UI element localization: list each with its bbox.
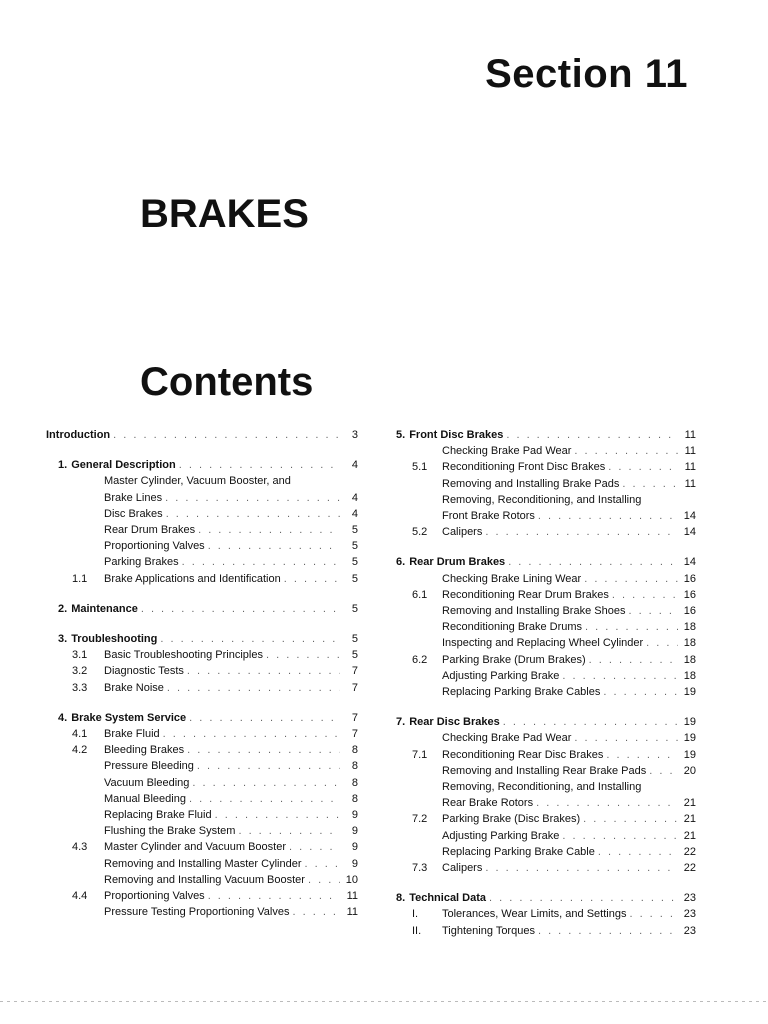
toc-page-number: 11 bbox=[684, 477, 696, 490]
toc-leader-dots bbox=[166, 506, 340, 522]
toc-entry-label: Basic Troubleshooting Principles bbox=[104, 649, 263, 662]
toc-entry[interactable] bbox=[46, 554, 358, 570]
toc-entry-label: Front Disc Brakes bbox=[409, 429, 504, 441]
toc-entry[interactable] bbox=[46, 522, 358, 538]
toc-page-number: 23 bbox=[683, 924, 696, 937]
toc-entry-number: 4.3 bbox=[72, 841, 88, 854]
toc-section-heading[interactable] bbox=[396, 427, 696, 443]
toc-page-number: 19 bbox=[683, 748, 696, 761]
toc-leader-dots bbox=[189, 791, 340, 807]
toc-page-number: 16 bbox=[683, 572, 696, 585]
toc-entry-label: Front Brake Rotors bbox=[442, 510, 535, 523]
toc-leader-dots bbox=[208, 888, 340, 904]
toc-entry[interactable] bbox=[396, 492, 696, 508]
toc-entry-label: Disc Brakes bbox=[104, 507, 163, 520]
toc-entry-label: Troubleshooting bbox=[71, 633, 158, 646]
toc-leader-dots bbox=[562, 828, 678, 844]
toc-entry-number: 4. bbox=[58, 711, 68, 724]
toc-entry-number: 3.2 bbox=[72, 665, 88, 678]
toc-leader-dots bbox=[238, 823, 340, 839]
toc-entry-number: 1.1 bbox=[72, 572, 88, 585]
toc-entry[interactable] bbox=[396, 587, 696, 603]
toc-leader-dots bbox=[489, 890, 678, 906]
toc-leader-dots bbox=[622, 476, 678, 492]
toc-entry-number: 8. bbox=[396, 892, 406, 905]
toc-spacer bbox=[46, 617, 358, 631]
toc-leader-dots bbox=[574, 730, 678, 746]
toc-leader-dots bbox=[598, 844, 678, 860]
toc-entry[interactable] bbox=[46, 742, 358, 758]
toc-page-number: 9 bbox=[351, 809, 358, 822]
toc-entry-label: Parking Brakes bbox=[104, 556, 179, 569]
toc-entry-label: Inspecting and Replacing Wheel Cylinder bbox=[442, 637, 644, 650]
toc-page-number: 11 bbox=[346, 890, 358, 903]
toc-entry-number: 1. bbox=[58, 459, 68, 472]
toc-leader-dots bbox=[612, 587, 678, 603]
toc-entry[interactable] bbox=[46, 807, 358, 823]
toc-entry[interactable] bbox=[396, 779, 696, 795]
toc-entry-number: 4.1 bbox=[72, 728, 88, 741]
toc-entry[interactable] bbox=[396, 923, 696, 939]
toc-entry-label: Diagnostic Tests bbox=[104, 665, 184, 678]
toc-entry-label: Checking Brake Pad Wear bbox=[442, 445, 572, 458]
toc-entry[interactable] bbox=[46, 839, 358, 855]
toc-page-number: 16 bbox=[683, 588, 696, 601]
toc-page-number: 11 bbox=[684, 429, 696, 441]
toc-leader-dots bbox=[608, 459, 678, 475]
toc-page-number: 5 bbox=[351, 540, 358, 553]
toc-page-number: 23 bbox=[683, 892, 696, 905]
toc-page-number: 9 bbox=[351, 857, 358, 870]
toc-leader-dots bbox=[508, 554, 678, 570]
toc-leader-dots bbox=[603, 684, 678, 700]
toc-entry-number: 5.1 bbox=[412, 461, 428, 474]
toc-entry[interactable] bbox=[396, 459, 696, 475]
toc-entry-label: Adjusting Parking Brake bbox=[442, 669, 560, 682]
toc-entry-label: Proportioning Valves bbox=[104, 890, 205, 903]
toc-page-number: 9 bbox=[351, 825, 358, 838]
toc-page-number: 4 bbox=[351, 459, 358, 472]
toc-entry-label: Removing and Installing Brake Shoes bbox=[442, 605, 626, 618]
toc-entry-label: Vacuum Bleeding bbox=[104, 776, 190, 789]
toc-leader-dots bbox=[141, 601, 340, 617]
toc-entry[interactable] bbox=[46, 872, 358, 888]
toc-leader-dots bbox=[266, 647, 340, 663]
toc-entry[interactable] bbox=[396, 603, 696, 619]
toc-spacer bbox=[396, 540, 696, 554]
toc-entry-label: Checking Brake Pad Wear bbox=[442, 732, 572, 745]
toc-leader-dots bbox=[187, 663, 340, 679]
toc-entry[interactable] bbox=[396, 443, 696, 459]
toc-entry-label: Pressure Bleeding bbox=[104, 760, 194, 773]
toc-leader-dots bbox=[167, 680, 340, 696]
toc-leader-dots bbox=[646, 635, 678, 651]
toc-page-number: 14 bbox=[683, 526, 696, 539]
toc-leader-dots bbox=[628, 603, 678, 619]
toc-entry[interactable] bbox=[46, 823, 358, 839]
toc-page-number: 18 bbox=[683, 621, 696, 634]
toc-entry[interactable] bbox=[396, 619, 696, 635]
toc-section-heading[interactable] bbox=[396, 714, 696, 730]
toc-entry[interactable] bbox=[46, 791, 358, 807]
toc-entry-number: 6.2 bbox=[412, 653, 428, 666]
toc-entry[interactable] bbox=[396, 684, 696, 700]
toc-leader-dots bbox=[292, 904, 340, 920]
toc-leader-dots bbox=[589, 652, 678, 668]
toc-page-number: 4 bbox=[351, 507, 358, 520]
toc-leader-dots bbox=[163, 726, 340, 742]
toc-entry[interactable] bbox=[46, 473, 358, 489]
toc-entry[interactable] bbox=[46, 888, 358, 904]
toc-entry[interactable] bbox=[46, 758, 358, 774]
toc-entry-label: Removing and Installing Vacuum Booster bbox=[104, 873, 305, 886]
toc-leader-dots bbox=[606, 747, 678, 763]
toc-entry-number: 6. bbox=[396, 556, 406, 569]
toc-page-number: 8 bbox=[351, 792, 358, 805]
toc-entry-label: Bleeding Brakes bbox=[104, 744, 185, 757]
toc-page-number: 18 bbox=[683, 669, 696, 682]
toc-entry-label: Rear Disc Brakes bbox=[409, 716, 500, 729]
toc-leader-dots bbox=[485, 860, 678, 876]
toc-entry[interactable] bbox=[396, 795, 696, 811]
toc-entry[interactable] bbox=[396, 508, 696, 524]
toc-spacer bbox=[396, 876, 696, 890]
toc-section-heading[interactable] bbox=[46, 631, 358, 647]
toc-entry-label: Brake System Service bbox=[71, 711, 187, 724]
toc-entry-number: 7.2 bbox=[412, 813, 428, 826]
toc-leader-dots bbox=[562, 668, 678, 684]
toc-entry[interactable] bbox=[396, 763, 696, 779]
toc-entry[interactable] bbox=[46, 775, 358, 791]
toc-page-number: 5 bbox=[351, 633, 358, 646]
toc-entry[interactable] bbox=[396, 571, 696, 587]
toc-entry[interactable] bbox=[46, 647, 358, 663]
toc-leader-dots bbox=[506, 427, 678, 443]
toc-entry-number: II. bbox=[412, 924, 422, 937]
toc-entry[interactable] bbox=[46, 663, 358, 679]
toc-entry-label: Removing and Installing Rear Brake Pads bbox=[442, 764, 647, 777]
toc-entry-number: 3.1 bbox=[72, 649, 88, 662]
section-number: Section 11 bbox=[485, 52, 688, 96]
toc-entry[interactable] bbox=[396, 828, 696, 844]
toc-page-number: 22 bbox=[683, 845, 696, 858]
toc-spacer bbox=[396, 700, 696, 714]
toc-entry-number: 5.2 bbox=[412, 526, 428, 539]
toc-entry-label: Tightening Torques bbox=[442, 924, 535, 937]
toc-entry[interactable] bbox=[396, 844, 696, 860]
toc-page-number: 18 bbox=[683, 637, 696, 650]
toc-leader-dots bbox=[187, 742, 340, 758]
toc-leader-dots bbox=[215, 807, 340, 823]
toc-right-column bbox=[396, 427, 696, 939]
toc-entry-label: Replacing Brake Fluid bbox=[104, 809, 212, 822]
toc-page-number: 3 bbox=[351, 429, 358, 441]
toc-entry-label: Calipers bbox=[442, 862, 483, 875]
toc-entry-label: Removing, Reconditioning, and Installing bbox=[442, 781, 642, 794]
toc-entry-label: Master Cylinder and Vacuum Booster bbox=[104, 841, 286, 854]
toc-entry-label: Parking Brake (Disc Brakes) bbox=[442, 813, 581, 826]
toc-entry[interactable] bbox=[46, 490, 358, 506]
toc-entry-label: Replacing Parking Brake Cable bbox=[442, 845, 595, 858]
toc-entry-label: Introduction bbox=[46, 429, 111, 441]
toc-page-number: 5 bbox=[351, 649, 358, 662]
toc-entry-label: Proportioning Valves bbox=[104, 540, 205, 553]
toc-page-number: 19 bbox=[683, 732, 696, 745]
toc-section-heading[interactable] bbox=[46, 457, 358, 473]
toc-page-number: 19 bbox=[683, 716, 696, 729]
toc-entry-number: 7. bbox=[396, 716, 406, 729]
toc-leader-dots bbox=[584, 571, 678, 587]
toc-spacer bbox=[46, 443, 358, 457]
toc-page-number: 16 bbox=[683, 605, 696, 618]
toc-entry[interactable] bbox=[46, 726, 358, 742]
toc-section-heading[interactable] bbox=[396, 890, 696, 906]
toc-entry-label: Technical Data bbox=[409, 892, 487, 905]
toc-entry[interactable] bbox=[396, 652, 696, 668]
toc-entry-label: Reconditioning Front Disc Brakes bbox=[442, 461, 606, 474]
toc-leader-dots bbox=[308, 872, 340, 888]
toc-entry[interactable] bbox=[396, 635, 696, 651]
toc-leader-dots bbox=[538, 923, 678, 939]
toc-entry[interactable] bbox=[46, 506, 358, 522]
toc-page-number: 23 bbox=[683, 908, 696, 921]
toc-entry-label: Pressure Testing Proportioning Valves bbox=[104, 906, 290, 919]
toc-entry-label: Tolerances, Wear Limits, and Settings bbox=[442, 908, 627, 921]
toc-entry-label: Reconditioning Rear Disc Brakes bbox=[442, 748, 604, 761]
toc-page-number: 21 bbox=[683, 813, 696, 826]
toc-entry[interactable] bbox=[396, 811, 696, 827]
toc-spacer bbox=[46, 587, 358, 601]
toc-leader-dots bbox=[160, 631, 340, 647]
toc-leader-dots bbox=[208, 538, 340, 554]
toc-entry-label: Reconditioning Brake Drums bbox=[442, 621, 583, 634]
toc-page-number: 19 bbox=[683, 686, 696, 699]
toc-entry[interactable] bbox=[46, 904, 358, 920]
toc-leader-dots bbox=[536, 795, 678, 811]
toc-page-number: 8 bbox=[351, 760, 358, 773]
contents-heading: Contents bbox=[140, 360, 314, 404]
toc-entry-label: Brake Applications and Identification bbox=[104, 572, 281, 585]
toc-leader-dots bbox=[503, 714, 678, 730]
toc-entry-number: 4.4 bbox=[72, 890, 88, 903]
toc-leader-dots bbox=[113, 427, 340, 443]
toc-entry-number: 7.3 bbox=[412, 862, 428, 875]
toc-page-number: 21 bbox=[683, 829, 696, 842]
toc-entry-label: Removing and Installing Master Cylinder bbox=[104, 857, 302, 870]
toc-leader-dots bbox=[629, 906, 678, 922]
toc-entry[interactable] bbox=[46, 571, 358, 587]
toc-entry[interactable] bbox=[46, 680, 358, 696]
toc-entry-number: 3. bbox=[58, 633, 68, 646]
toc-entry-number: 3.3 bbox=[72, 681, 88, 694]
toc-entry-label: Parking Brake (Drum Brakes) bbox=[442, 653, 586, 666]
toc-section-heading[interactable] bbox=[396, 554, 696, 570]
toc-entry[interactable] bbox=[396, 476, 696, 492]
toc-page-number: 11 bbox=[684, 461, 696, 474]
toc-leader-dots bbox=[304, 856, 340, 872]
toc-page-number: 18 bbox=[683, 653, 696, 666]
toc-entry-label: Rear Drum Brakes bbox=[104, 524, 196, 537]
toc-leader-dots bbox=[649, 763, 678, 779]
toc-leader-dots bbox=[485, 524, 678, 540]
toc-leader-dots bbox=[574, 443, 678, 459]
toc-entry[interactable] bbox=[396, 668, 696, 684]
toc-entry-label: Calipers bbox=[442, 526, 483, 539]
toc-leader-dots bbox=[189, 710, 340, 726]
toc-section-heading[interactable] bbox=[46, 427, 358, 443]
toc-entry-label: Replacing Parking Brake Cables bbox=[442, 686, 601, 699]
toc-page-number: 10 bbox=[345, 873, 358, 886]
toc-leader-dots bbox=[289, 839, 340, 855]
toc-leader-dots bbox=[197, 758, 340, 774]
toc-entry-label: Reconditioning Rear Drum Brakes bbox=[442, 588, 609, 601]
toc-entry-label: Manual Bleeding bbox=[104, 792, 186, 805]
toc-entry[interactable] bbox=[46, 538, 358, 554]
toc-leader-dots bbox=[284, 571, 340, 587]
toc-entry-number: 5. bbox=[396, 429, 406, 441]
toc-spacer bbox=[46, 696, 358, 710]
toc-page-number: 7 bbox=[351, 728, 358, 741]
toc-leader-dots bbox=[182, 554, 340, 570]
toc-entry-label: Adjusting Parking Brake bbox=[442, 829, 560, 842]
toc-section-heading[interactable] bbox=[46, 601, 358, 617]
toc-entry-label: Checking Brake Lining Wear bbox=[442, 572, 582, 585]
toc-entry[interactable] bbox=[396, 860, 696, 876]
toc-entry-number: 4.2 bbox=[72, 744, 88, 757]
toc-section-heading[interactable] bbox=[46, 710, 358, 726]
toc-page-number: 7 bbox=[351, 665, 358, 678]
toc-entry[interactable] bbox=[396, 747, 696, 763]
toc-page-number: 8 bbox=[351, 776, 358, 789]
toc-entry[interactable] bbox=[46, 856, 358, 872]
toc-leader-dots bbox=[198, 522, 340, 538]
toc-entry-label: Rear Drum Brakes bbox=[409, 556, 506, 569]
toc-entry-number: 6.1 bbox=[412, 588, 428, 601]
toc-entry-label: Brake Lines bbox=[104, 491, 163, 504]
toc-page-number: 5 bbox=[351, 524, 358, 537]
toc-page-number: 11 bbox=[346, 906, 358, 919]
toc-leader-dots bbox=[192, 775, 340, 791]
toc-page-number: 20 bbox=[683, 764, 696, 777]
toc-entry-label: Removing and Installing Brake Pads bbox=[442, 477, 620, 490]
toc-entry-label: Brake Fluid bbox=[104, 728, 160, 741]
toc-entry-label: Maintenance bbox=[71, 602, 138, 615]
toc-page-number: 5 bbox=[351, 572, 358, 585]
toc-leader-dots bbox=[585, 619, 678, 635]
toc-leader-dots bbox=[538, 508, 678, 524]
toc-entry-label: Removing, Reconditioning, and Installing bbox=[442, 493, 642, 506]
toc-entry-label: Flushing the Brake System bbox=[104, 825, 236, 838]
footer-divider bbox=[0, 1001, 768, 1002]
toc-entry[interactable] bbox=[396, 730, 696, 746]
toc-entry[interactable] bbox=[396, 906, 696, 922]
toc-page-number: 22 bbox=[683, 862, 696, 875]
toc-entry-label: Rear Brake Rotors bbox=[442, 797, 534, 810]
toc-page-number: 5 bbox=[351, 556, 358, 569]
toc-page-number: 14 bbox=[683, 510, 696, 523]
toc-entry-number: 7.1 bbox=[412, 748, 428, 761]
toc-entry-number: I. bbox=[412, 908, 419, 921]
toc-page-number: 11 bbox=[684, 445, 696, 458]
toc-page-number: 7 bbox=[351, 711, 358, 724]
toc-page-number: 7 bbox=[351, 681, 358, 694]
toc-page-number: 21 bbox=[683, 797, 696, 810]
toc-page-number: 8 bbox=[351, 744, 358, 757]
toc-entry-label: Brake Noise bbox=[104, 681, 164, 694]
toc-leader-dots bbox=[165, 490, 340, 506]
toc-leader-dots bbox=[583, 811, 678, 827]
toc-page-number: 4 bbox=[351, 491, 358, 504]
toc-entry[interactable] bbox=[396, 524, 696, 540]
toc-entry-label: General Description bbox=[71, 459, 176, 472]
toc-page-number: 5 bbox=[351, 602, 358, 615]
toc-entry-label: Master Cylinder, Vacuum Booster, and bbox=[104, 475, 291, 488]
toc-entry-number: 2. bbox=[58, 602, 68, 615]
toc-leader-dots bbox=[179, 457, 340, 473]
chapter-title: BRAKES bbox=[140, 192, 309, 236]
toc-page-number: 9 bbox=[351, 841, 358, 854]
toc-left-column bbox=[46, 427, 358, 920]
toc-page-number: 14 bbox=[683, 556, 696, 569]
